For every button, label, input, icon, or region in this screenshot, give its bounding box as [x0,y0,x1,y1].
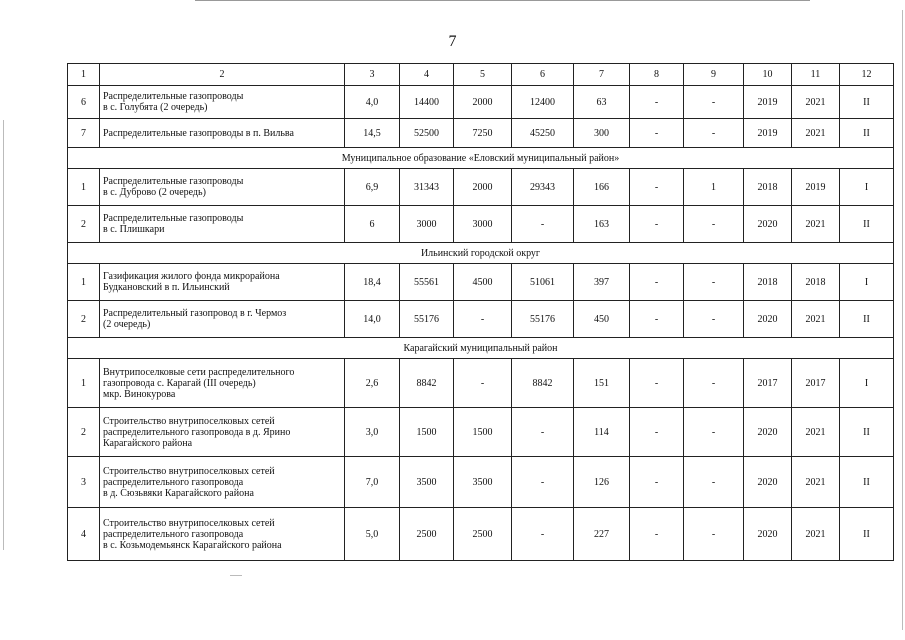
table-cell: II [840,508,894,561]
table-cell: 29343 [512,169,574,206]
table-cell: - [630,119,684,148]
column-number: 7 [574,64,630,86]
object-name: Строительство внутрипоселковых сетей распределительного газопровода в д. Сюзьвяки Карагайского района [100,457,345,508]
row-number: 1 [68,264,100,301]
table-cell: 14400 [400,86,454,119]
section-title: Муниципальное образование «Еловский муниципальный район» [68,148,894,169]
table-cell: 12400 [512,86,574,119]
table-cell: - [630,508,684,561]
table-cell: 3000 [454,206,512,243]
row-number: 3 [68,457,100,508]
object-name: Распределительные газопроводы в с. Плишкари [100,206,345,243]
table-cell: II [840,408,894,457]
table-cell: - [684,206,744,243]
object-name: Строительство внутрипоселковых сетей распределительного газопровода в д. Ярино Карагайского района [100,408,345,457]
table-cell: 2500 [454,508,512,561]
row-number: 2 [68,206,100,243]
table-row [68,408,894,457]
top-rule [195,0,810,1]
row-number: 2 [68,408,100,457]
table-row [68,457,894,508]
table-cell: - [684,408,744,457]
table-cell: 4,0 [345,86,400,119]
table-cell: 2020 [744,206,792,243]
table-cell: 114 [574,408,630,457]
row-number: 1 [68,359,100,408]
table-cell: - [512,457,574,508]
object-name: Распределительные газопроводы в с. Голубята (2 очередь) [100,86,345,119]
table-cell: 14,0 [345,301,400,338]
table-cell: - [684,457,744,508]
table-cell: 7,0 [345,457,400,508]
table-cell: 8842 [512,359,574,408]
table-cell: - [630,301,684,338]
table-cell: 2020 [744,301,792,338]
table-cell: 2000 [454,169,512,206]
table-cell: 6,9 [345,169,400,206]
table-row [68,86,894,119]
scan-mark-left [3,120,4,550]
table-cell: 2021 [792,408,840,457]
table-cell: 2018 [744,169,792,206]
table-row [68,206,894,243]
table-cell: - [630,457,684,508]
table-row [68,359,894,408]
column-number: 10 [744,64,792,86]
row-number: 2 [68,301,100,338]
table-cell: 52500 [400,119,454,148]
gas-pipeline-table [67,63,894,561]
table-cell: - [630,408,684,457]
table-cell: I [840,264,894,301]
table-cell: 2020 [744,457,792,508]
table-row [68,301,894,338]
table-cell: 14,5 [345,119,400,148]
header-row [68,64,894,86]
table-cell: - [454,301,512,338]
table-cell: II [840,119,894,148]
table-cell: - [630,206,684,243]
table-cell: 450 [574,301,630,338]
table-cell: - [684,301,744,338]
table-cell: 6 [345,206,400,243]
table-cell: - [684,359,744,408]
scan-mark-right [902,10,903,630]
page-number: 7 [448,33,457,50]
table-row [68,508,894,561]
table-cell: 8842 [400,359,454,408]
table-cell: - [630,86,684,119]
table-cell: I [840,359,894,408]
table-cell: 2019 [792,169,840,206]
column-number: 11 [792,64,840,86]
table-cell: 51061 [512,264,574,301]
row-number: 4 [68,508,100,561]
table-cell: - [684,264,744,301]
table-cell: 3500 [400,457,454,508]
table-cell: - [454,359,512,408]
object-name: Строительство внутрипоселковых сетей распределительного газопровода в с. Козьмодемьянск Карагайского района [100,508,345,561]
table-cell: 227 [574,508,630,561]
object-name: Распределительные газопроводы в п. Вильва [100,119,345,148]
table-cell: 2018 [792,264,840,301]
table-cell: 1500 [400,408,454,457]
table-cell: 2017 [744,359,792,408]
column-number: 6 [512,64,574,86]
table-cell: 55176 [512,301,574,338]
object-name: Распределительный газопровод в г. Чермоз (2 очередь) [100,301,345,338]
row-number: 7 [68,119,100,148]
table-cell: - [684,508,744,561]
table-cell: 163 [574,206,630,243]
column-number: 9 [684,64,744,86]
table-cell: 300 [574,119,630,148]
table-cell: 1500 [454,408,512,457]
column-number: 1 [68,64,100,86]
table-cell: 2021 [792,301,840,338]
table-cell: 63 [574,86,630,119]
table-cell: - [630,169,684,206]
column-number: 12 [840,64,894,86]
table-cell: - [512,408,574,457]
section-row [68,243,894,264]
table-cell: 2500 [400,508,454,561]
table-cell: 45250 [512,119,574,148]
table-cell: 55176 [400,301,454,338]
table-cell: 2019 [744,86,792,119]
table-cell: II [840,301,894,338]
table-cell: 4500 [454,264,512,301]
table-cell: 2021 [792,457,840,508]
section-row [68,148,894,169]
table-cell: 1 [684,169,744,206]
table-cell: II [840,206,894,243]
table-cell: I [840,169,894,206]
table-cell: 3000 [400,206,454,243]
table-cell: 2020 [744,508,792,561]
column-number: 4 [400,64,454,86]
table-cell: 2000 [454,86,512,119]
table-cell: 2020 [744,408,792,457]
table-cell: - [630,264,684,301]
table-cell: 166 [574,169,630,206]
section-row [68,338,894,359]
table-cell: 2019 [744,119,792,148]
column-number: 8 [630,64,684,86]
table-cell: - [512,206,574,243]
table-cell: 5,0 [345,508,400,561]
table-cell: II [840,457,894,508]
table-cell: - [684,86,744,119]
column-number: 3 [345,64,400,86]
table-cell: 151 [574,359,630,408]
table-cell: 2021 [792,508,840,561]
scan-mark-bottom [230,575,242,576]
table-cell: 3,0 [345,408,400,457]
column-number: 5 [454,64,512,86]
table-cell: 3500 [454,457,512,508]
table-cell: 126 [574,457,630,508]
table-cell: - [630,359,684,408]
table-row [68,119,894,148]
table-cell: - [684,119,744,148]
table-cell: 2021 [792,119,840,148]
section-title: Карагайский муниципальный район [68,338,894,359]
object-name: Распределительные газопроводы в с. Дуброво (2 очередь) [100,169,345,206]
table-cell: 2021 [792,206,840,243]
table-cell: 2021 [792,86,840,119]
table-cell: 2017 [792,359,840,408]
table-cell: 2,6 [345,359,400,408]
section-title: Ильинский городской округ [68,243,894,264]
table-row [68,169,894,206]
table-cell: 7250 [454,119,512,148]
table-cell: II [840,86,894,119]
row-number: 6 [68,86,100,119]
row-number: 1 [68,169,100,206]
object-name: Внутрипоселковые сети распределительного газопровода с. Карагай (III очередь) мкр. Винокурова [100,359,345,408]
table-cell: 55561 [400,264,454,301]
table-row [68,264,894,301]
table-cell: 31343 [400,169,454,206]
table-cell: 2018 [744,264,792,301]
table-cell: - [512,508,574,561]
column-number: 2 [100,64,345,86]
object-name: Газификация жилого фонда микрорайона Будкановский в п. Ильинский [100,264,345,301]
table-cell: 397 [574,264,630,301]
table-cell: 18,4 [345,264,400,301]
